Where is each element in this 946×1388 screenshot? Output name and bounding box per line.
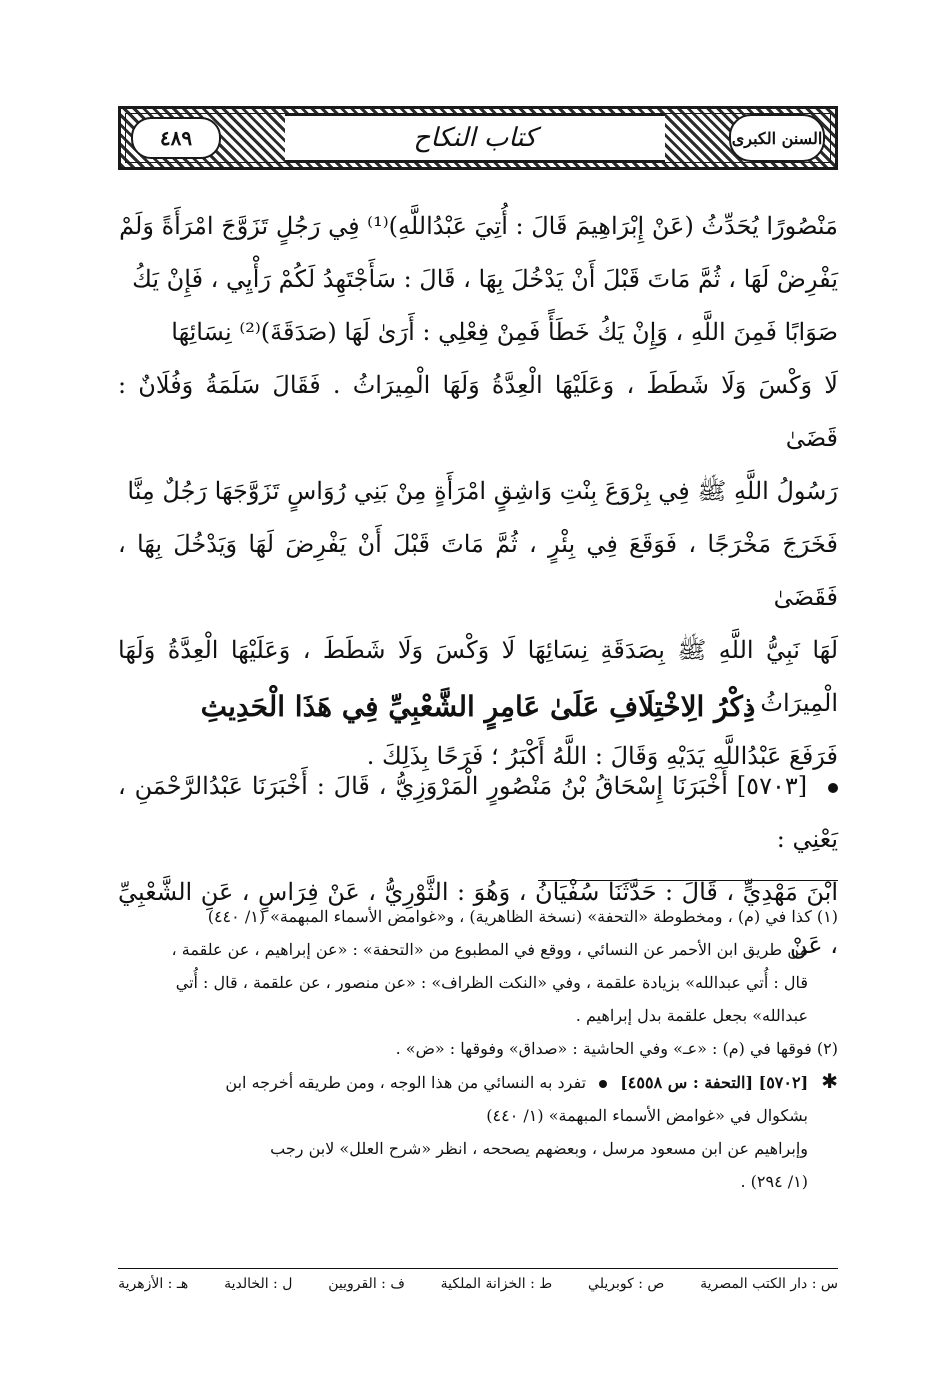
footnote-1-line: قال : أُتي عبدالله» بزيادة علقمة ، وفي «النكت الظراف» : «عن منصور ، عن علقمة ، قال : أُتي	[175, 973, 808, 992]
page-number: ٤٨٩	[131, 117, 221, 159]
takhrij-text: تفرد به النسائي من هذا الوجه ، ومن طريقه أخرجه ابن	[225, 1073, 587, 1092]
book-emblem: السنن الكبرى	[729, 114, 825, 162]
footnote-2: (٢) فوقها في (م) : «عـ» وفي الحاشية : «صداق» وفوقها : «ض» .	[395, 1039, 838, 1058]
legend-item: ص : كوبريلي	[588, 1276, 665, 1292]
takhrij-line: وإبراهيم عن ابن مسعود مرسل ، وبعضهم يصححه ، انظر «شرح العلل» لابن رجب	[270, 1139, 808, 1158]
main-text-line: رَسُولُ اللَّهِ ﷺ فِي بِرْوَعَ بِنْتِ وَاشِقٍ امْرَأَةٍ مِنْ بَنِي رُوَاسٍ تَزَوَّجَهَا رَجُلٌ مِنَّا	[127, 477, 838, 505]
main-text-line: فَرَفَعَ عَبْدُاللَّهِ يَدَيْهِ وَقَالَ : اللَّهُ أَكْبَرُ ؛ فَرَحًا بِذَلِكَ .	[366, 742, 838, 770]
takhrij-line: (١/ ٢٩٤) .	[740, 1172, 808, 1191]
main-text-line: صَوَابًا فَمِنَ اللَّهِ ، وَإِنْ يَكُ خَطَأً فَمِنْ فِعْلِي : أَرَىٰ لَهَا (صَدَقَةَ)⁽²⁾ نِسَائِهَا	[171, 318, 838, 346]
legend-item: هـ : الأزهرية	[118, 1276, 189, 1292]
takhrij-line	[118, 1065, 838, 1099]
page-header-inner	[121, 109, 835, 167]
hadith-line-text: [٥٧٠٣] أَخْبَرَنَا إِسْحَاقُ بْنُ مَنْصُورٍ الْمَرْوَزِيُّ ، قَالَ : أَخْبَرَنَا عَبْدُالرَّحْمَنِ ، يَعْنِي :	[118, 772, 838, 853]
main-text-line: لَهَا نَبِيُّ اللَّهِ ﷺ بِصَدَقَةِ نِسَائِهَا لَا وَكْسَ وَلَا شَطَطَ ، وَعَلَيْهَا الْعِدَّةُ وَلَهَا الْمِيرَاثُ .	[118, 636, 838, 717]
main-text-line: لَا وَكْسَ وَلَا شَطَطَ ، وَعَلَيْهَا الْعِدَّةُ وَلَهَا الْمِيرَاثُ . فَقَالَ سَلَمَةُ وَفُلَانٌ : قَضَىٰ	[118, 371, 838, 452]
section-heading: ذِكْرُ الِاخْتِلَافِ عَلَىٰ عَامِرٍ الشَّعْبِيِّ فِي هَذَا الْحَدِيثِ	[200, 690, 756, 723]
bullet-icon	[599, 1080, 607, 1088]
legend-item: ط : الخزانة الملكية	[440, 1276, 553, 1292]
hadith-line	[118, 760, 838, 866]
manuscript-legend	[118, 1276, 838, 1292]
footnote-1-line: من طريق ابن الأحمر عن النسائي ، ووقع في المطبوع من «التحفة» : «عن إبراهيم ، عن علقمة ،	[171, 940, 808, 959]
main-text-line: فَخَرَجَ مَخْرَجًا ، فَوَقَعَ فِي بِئْرٍ ، ثُمَّ مَاتَ قَبْلَ أَنْ يَفْرِضَ لَهَا وَيَدْخُلَ بِهَا ، فَقَضَىٰ	[118, 530, 838, 611]
legend-rule	[118, 1268, 838, 1269]
footnote-1-line: (١) كذا في (م) ، ومخطوطة «التحفة» (نسخة الظاهرية) ، و«غوامض الأسماء المبهمة» (١/ ٤٤٠)	[207, 907, 838, 926]
hadith-line: ابْنَ مَهْدِيٍّ ، قَالَ : حَدَّثَنَا سُفْيَانُ ، وَهُوَ : الثَّوْرِيُّ ، عَنْ فِرَاسٍ ، عَنِ الشَّعْبِيِّ ، عَنْ	[118, 878, 838, 959]
footnote-separator	[538, 880, 838, 881]
main-text-line: يَفْرِضْ لَهَا ، ثُمَّ مَاتَ قَبْلَ أَنْ يَدْخُلَ بِهَا ، قَالَ : سَأَجْتَهِدُ لَكُمْ رَأْيِي ، فَإِنْ يَكُ	[132, 265, 838, 293]
legend-item: ف : القرويين	[328, 1276, 405, 1292]
book-title: كتاب النكاح	[285, 114, 665, 162]
takhrij-line: بشكوال في «غوامض الأسماء المبهمة» (١/ ٤٤٠)	[486, 1106, 808, 1125]
main-text-line: مَنْصُورًا يُحَدِّثُ (عَنْ إِبْرَاهِيمَ قَالَ : أُتِيَ عَبْدُاللَّهِ)⁽¹⁾ فِي رَجُلٍ تَزَوَّجَ امْرَأَةً وَلَمْ	[119, 212, 838, 240]
footnote-1-line: عبدالله» بجعل علقمة بدل إبراهيم .	[575, 1006, 808, 1025]
legend-item: س : دار الكتب المصرية	[700, 1276, 838, 1292]
legend-item: ل : الخالدية	[224, 1276, 293, 1292]
bullet-icon	[828, 783, 838, 793]
footnotes	[118, 900, 838, 1198]
takhrij-reference: [٥٧٠٢] [التحفة : س ٤٥٥٨]	[620, 1073, 809, 1092]
page-header	[118, 106, 838, 170]
asterisk-icon: ✱	[821, 1069, 838, 1093]
